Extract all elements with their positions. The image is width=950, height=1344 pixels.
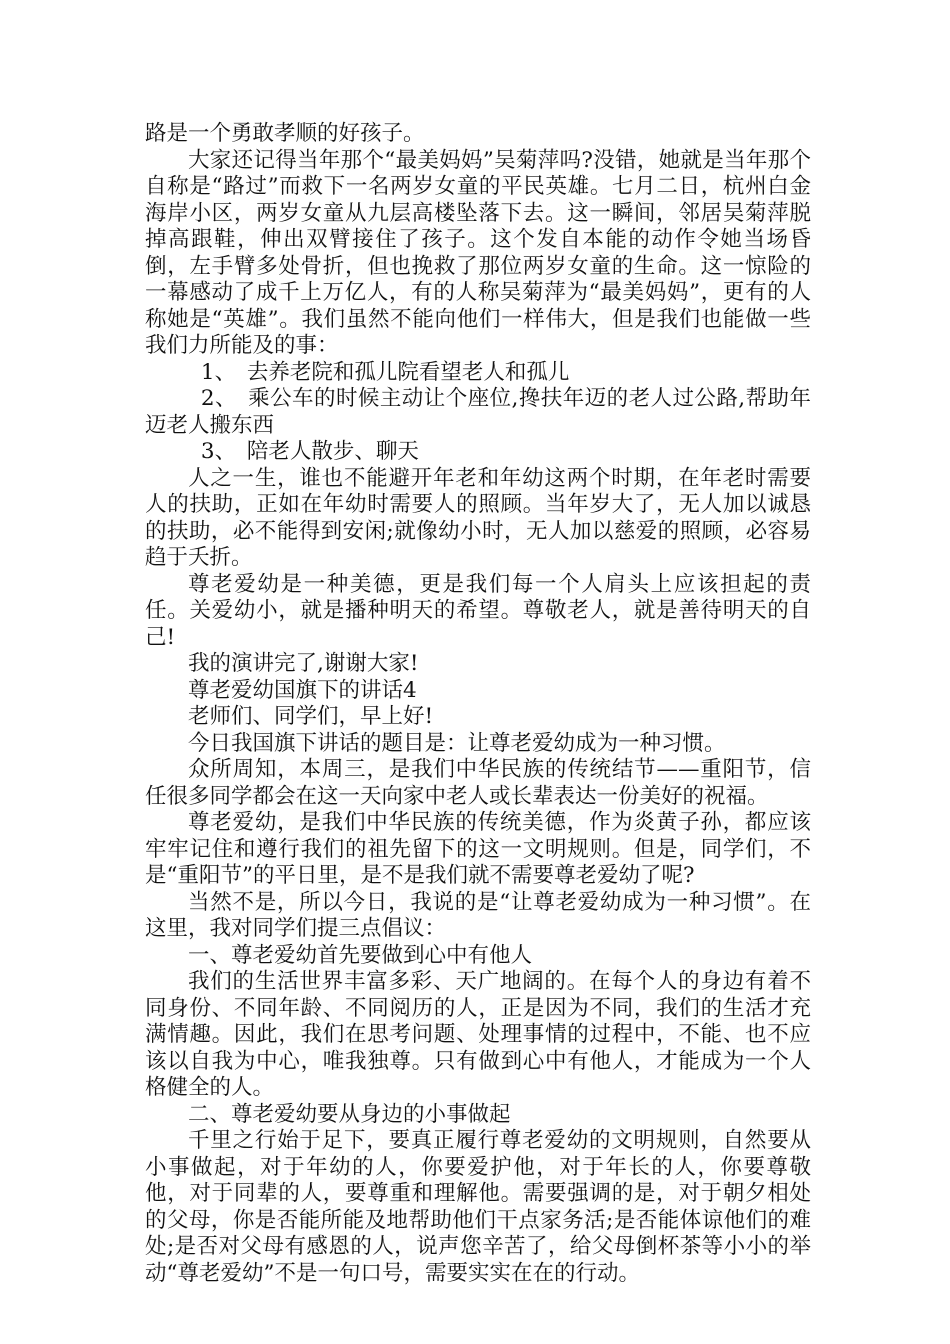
paragraph-virtue: 尊老爱幼是一种美德，更是我们每一个人肩头上应该担起的责任。关爱幼小，就是播种明天的希望。尊敬老人，就是善待明天的自己! [145, 571, 811, 650]
paragraph-continuation: 路是一个勇敢孝顺的好孩子。 [145, 121, 425, 146]
heading-point-1: 一、尊老爱幼首先要做到心中有他人 [188, 942, 533, 968]
paragraph-point-1: 我们的生活世界丰富多彩、天广地阔的。在每个人的身边有着不同身份、不同年龄、不同阅历的人，正是因为不同，我们的生活才充满情趣。因此，我们在思考问题、处理事情的过程中，不能、也不应该以自我为中心，唯我独尊。只有做到心中有他人，才能成为一个人格健全的人。 [145, 969, 811, 1100]
list-item-2: 2、 乘公车的时候主动让个座位,搀扶年迈的老人过公路,帮助年迈老人搬东西 [145, 386, 811, 438]
paragraph-point-2: 千里之行始于足下，要真正履行尊老爱幼的文明规则，自然要从小事做起，对于年幼的人，你要爱护他，对于年长的人，你要尊敬他，对于同辈的人，要尊重和理解他。需要强调的是，对于朝夕相处的父母，你是否能所能及地帮助他们干点家务活;是否能体谅他们的难处;是否对父母有感恩的人，说声您辛苦了，给父母倒杯茶等小小的举动“尊老爱幼”不是一句口号，需要实实在在的行动。 [145, 1128, 811, 1286]
paragraph-festival: 众所周知，本周三，是我们中华民族的传统结节——重阳节，信任很多同学都会在这一天向家中老人或长辈表达一份美好的祝福。 [145, 757, 811, 809]
paragraph-topic: 今日我国旗下讲话的题目是：让尊老爱幼成为一种习惯。 [188, 730, 726, 756]
list-item-1: 1、 去养老院和孤儿院看望老人和孤儿 [200, 359, 570, 385]
heading-point-2: 二、尊老爱幼要从身边的小事做起 [188, 1101, 511, 1127]
paragraph-greeting: 老师们、同学们，早上好! [188, 704, 434, 729]
document-page [145, 121, 811, 1287]
paragraph-habit: 当然不是，所以今日，我说的是“让尊老爱幼成为一种习惯”。在这里，我对同学们提三点倡议： [145, 889, 811, 941]
paragraph-tradition: 尊老爱幼，是我们中华民族的传统美德，作为炎黄子孙，都应该牢牢记住和遵行我们的祖先留下的这一文明规则。但是，同学们，不是“重阳节”的平日里，是不是我们就不需要尊老爱幼了呢? [145, 810, 811, 888]
paragraph-life: 人之一生，谁也不能避开年老和年幼这两个时期，在年老时需要人的扶助，正如在年幼时需要人的照顾。当年岁大了，无人加以诚恳的扶助，必不能得到安闲;就像幼小时，无人加以慈爱的照顾，必容易趋于夭折。 [145, 465, 811, 570]
paragraph-story: 大家还记得当年那个“最美妈妈”吴菊萍吗?没错，她就是当年那个自称是“路过”而救下一名两岁女童的平民英雄。七月二日，杭州白金海岸小区，两岁女童从九层高楼坠落下去。这一瞬间，邻居吴菊萍脱掉高跟鞋，伸出双臂接住了孩子。这个发自本能的动作令她当场昏倒，左手臂多处骨折，但也挽救了那位两岁女童的生命。这一惊险的一幕感动了成千上万亿人，有的人称吴菊萍为“最美妈妈”，更有的人称她是“英雄”。我们虽然不能向他们一样伟大，但是我们也能做一些我们力所能及的事： [145, 147, 811, 358]
list-item-3: 3、 陪老人散步、聊天 [200, 439, 419, 464]
section-title: 尊老爱幼国旗下的讲话4 [188, 677, 417, 703]
paragraph-closing: 我的演讲完了,谢谢大家! [188, 651, 419, 676]
